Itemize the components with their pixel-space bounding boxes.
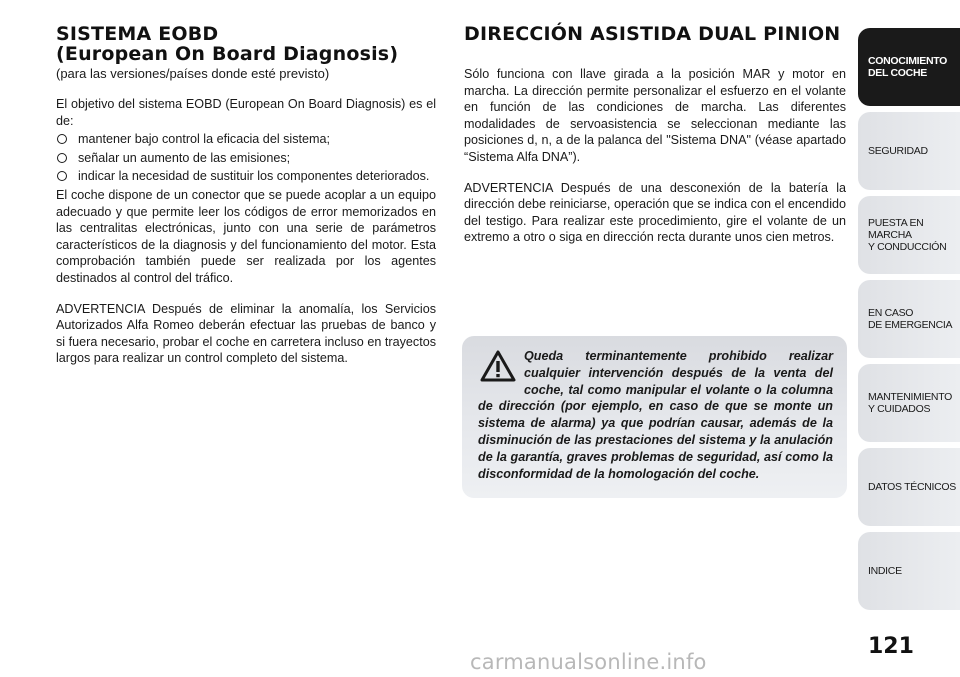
eobd-intro: El objetivo del sistema EOBD (European On Board Diagnosis) es el de: xyxy=(56,97,436,128)
steering-title: DIRECCIÓN ASISTIDA DUAL PINION xyxy=(464,23,841,45)
circle-bullet-icon xyxy=(57,153,67,163)
tab-conocimiento-del-coche[interactable]: CONOCIMIENTO DEL COCHE xyxy=(858,28,960,106)
list-item: mantener bajo control la eficacia del sistema; xyxy=(56,131,436,148)
warning-text: Queda terminantemente prohibido realizar cualquier intervención después de la venta del coche, tal como manipular el volante o la columna de dirección (por ejemplo, en caso de que se monte un sistema de alarma) ya que podrían causar, además de la disminución de las prestaciones del sistema y la anulación de la garantía, graves problemas de seguridad, así como la disconformidad de la homologación del coche. xyxy=(478,349,833,481)
tab-datos-tecnicos[interactable]: DATOS TÉCNICOS xyxy=(858,448,960,526)
tab-en-caso-de-emergencia[interactable]: EN CASO DE EMERGENCIA xyxy=(858,280,960,358)
eobd-warning-paragraph: ADVERTENCIA Después de eliminar la anomalía, los Servicios Autorizados Alfa Romeo deberán efectuar las pruebas de banco y si fuera necesario, probar el coche en carretera incluso en trayectos largos para realizar un control completo del sistema. xyxy=(56,301,436,366)
eobd-paragraph-connector: El coche dispone de un conector que se puede acoplar a un equipo adecuado y que permite leer los códigos de error memorizados en las centralitas electrónicas, junto con una serie de parámetros característicos de la diagnosis y del funcionamiento del motor. Esta comprobación también puede ser realizada por los agentes destinados al control del tráfico. xyxy=(56,187,436,285)
tab-mantenimiento[interactable]: MANTENIMIENTO Y CUIDADOS xyxy=(858,364,960,442)
tab-puesta-en-marcha[interactable]: PUESTA EN MARCHA Y CONDUCCIÓN xyxy=(858,196,960,274)
eobd-section xyxy=(56,24,436,367)
eobd-title-line2: (European On Board Diagnosis) xyxy=(56,43,399,65)
tab-indice[interactable]: INDICE xyxy=(858,532,960,610)
eobd-subnote: (para las versiones/países donde esté previsto) xyxy=(56,66,330,81)
watermark: carmanualsonline.info xyxy=(470,650,707,674)
circle-bullet-icon xyxy=(57,134,67,144)
page-number: 121 xyxy=(868,634,914,659)
steering-section xyxy=(464,24,846,246)
list-item: señalar un aumento de las emisiones; xyxy=(56,150,436,167)
tab-seguridad[interactable]: SEGURIDAD xyxy=(858,112,960,190)
eobd-bullet-list xyxy=(56,131,436,185)
eobd-title-line1: SISTEMA EOBD xyxy=(56,23,219,45)
warning-box xyxy=(462,336,847,498)
chapter-tabs xyxy=(858,28,960,616)
steering-warning-paragraph: ADVERTENCIA Después de una desconexión de la batería la dirección debe reiniciarse, operación que se indica con el encendido del testigo. Para realizar este procedimiento, gire el volante de un extremo a otro o siga en dirección recta durante unos cien metros. xyxy=(464,180,846,245)
list-item: indicar la necesidad de sustituir los componentes deteriorados. xyxy=(56,168,436,185)
eobd-title xyxy=(56,24,436,64)
steering-paragraph: Sólo funciona con llave girada a la posición MAR y motor en marcha. La dirección permite personalizar el esfuerzo en el volante en función de las condiciones de marcha. Las diferentes modalidades de servoasistencia se seleccionan mediante las posiciones d, n, a de la palanca del "Sistema DNA" (véase apartado “Sistema Alfa DNA”). xyxy=(464,67,846,164)
circle-bullet-icon xyxy=(57,171,67,181)
